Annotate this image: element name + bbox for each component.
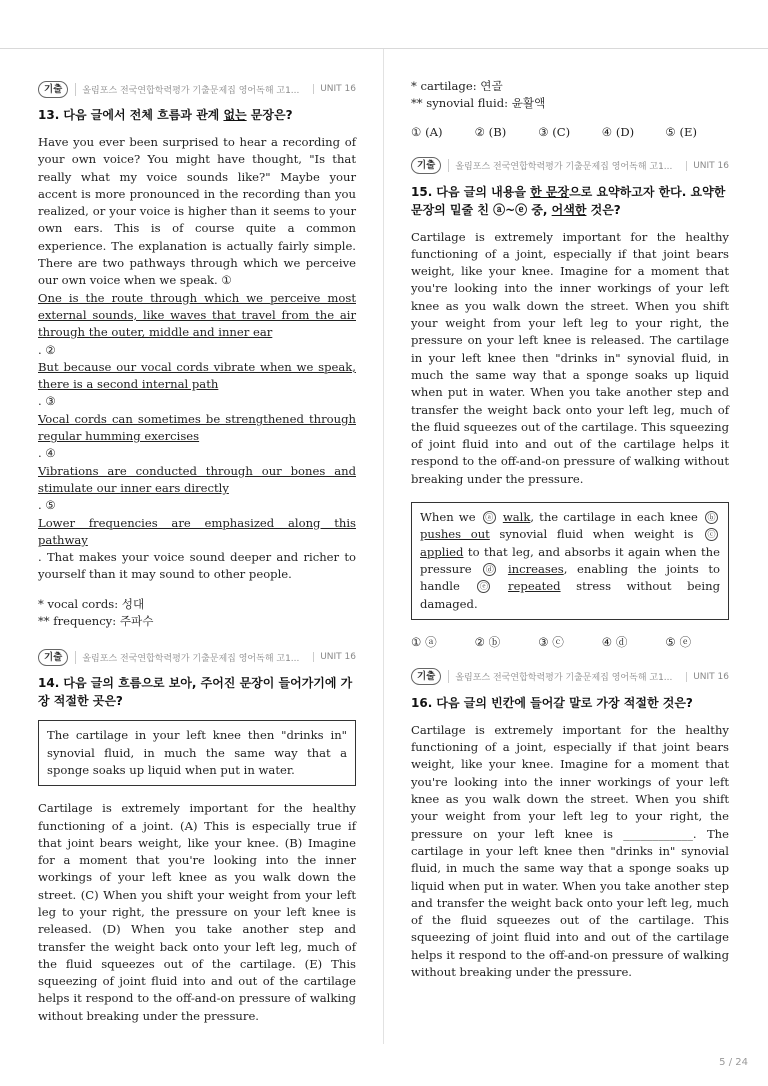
choice-2[interactable]: ② (B) (474, 124, 507, 139)
source-text: 올림포스 전국연합학력평가 기출문제집 영어독해 고1... (75, 651, 307, 664)
passage: Have you ever been surprised to hear a recording of your own voice? You might have thought, "Is that really what my voice sounds like?" Maybe your accent is more pronounced in the recording than you realized, or your voice is higher than it seems to your own ears. This is of course quite a common experience. The explanation is actually fairly simple. There are two pathways through which we perceive our own voice when we speak. ① One is the route through which we perceive most external sounds, like waves that travel from the air through the outer, middle and inner ear . ② But because our vocal cords vibrate when we speak, there is a second internal path . ③ Vocal cords can sometimes be strengthened through regular humming exercises . ④ Vibrations are conducted through our bones and stimulate our inner ears directly . ⑤ Lower frequencies are emphasized along this pathway . That makes your voice sound deeper and richer to yourself than it may sound to other people. (38, 135, 356, 582)
question-title: 15. 다음 글의 내용을 한 문장으로 요약하고자 한다. 요약한 문장의 밑줄 친 ⓐ~ⓔ 중, 어색한 것은? (411, 184, 726, 217)
sentence-4: Vibrations are conducted through our bones and stimulate our inner ears directly (38, 463, 356, 495)
badge: 기출 (38, 81, 68, 98)
choice-1[interactable]: ① (A) (411, 124, 443, 139)
page-number: 5 / 24 (719, 1057, 748, 1068)
question-title: 13. 다음 글에서 전체 흐름과 관계 없는 문장은? (38, 108, 293, 122)
sentence-2: But because our vocal cords vibrate when we speak, there is a second internal path (38, 359, 356, 392)
choice-4[interactable]: ④ (D) (601, 124, 635, 139)
source-bar (411, 666, 729, 688)
left-column (38, 78, 356, 1025)
unit-label: UNIT 16 (686, 672, 729, 682)
badge: 기출 (411, 157, 441, 174)
summary-box: When we ⓐ walk, the cartilage in each knee ⓑ pushes out synovial fluid when weight is ⓒ applied to that leg, and absorbs it again when the pressure ⓓ increases, enabling the joints to handle ⓔ repeated stress without being damaged. (411, 502, 729, 620)
answer-choices (411, 125, 729, 139)
answer-choices (411, 634, 729, 650)
question-title: 16. 다음 글의 빈칸에 들어갈 말로 가장 적절한 것은? (411, 695, 693, 710)
unit-label: UNIT 16 (313, 84, 356, 94)
choice-4[interactable]: ④ ⓓ (601, 634, 628, 649)
question-13 (38, 78, 356, 630)
column-divider (383, 49, 384, 1044)
unit-label: UNIT 16 (313, 652, 356, 662)
choice-5[interactable]: ⑤ ⓔ (665, 634, 692, 649)
choice-3[interactable]: ③ ⓒ (538, 634, 564, 649)
right-column (411, 78, 729, 981)
sentence-3: Vocal cords can sometimes be strengthened through regular humming exercises (38, 411, 356, 444)
passage: Cartilage is extremely important for the healthy functioning of a joint. (A) This is especially true if that joint bears weight, like your knee. (B) Imagine for a moment that you're looking into the inner workings of your left knee as you walk down the street. (C) When you shift your weight from your left leg to your right, the pressure on your left knee is released. (D) When you take another step and transfer the weight back onto your left leg, much of the fluid squeezes out of the cartilage. (E) This squeezing of joint fluid into and out of the cartilage helps it respond to the off-and-on pressure of walking without breaking under the pressure. (38, 801, 356, 1023)
source-text: 올림포스 전국연합학력평가 기출문제집 영어독해 고1... (75, 83, 307, 96)
footnotes: * vocal cords: 성대 ** frequency: 주파수 (38, 596, 154, 629)
sentence-1: One is the route through which we perceive most external sounds, like waves that travel from the air through the outer, middle and inner ear (38, 290, 356, 340)
choice-3[interactable]: ③ (C) (538, 124, 571, 139)
badge: 기출 (411, 668, 441, 685)
sentence-5: Lower frequencies are emphasized along this pathway (38, 515, 356, 547)
question-16 (411, 666, 729, 981)
source-text: 올림포스 전국연합학력평가 기출문제집 영어독해 고1... (448, 159, 680, 172)
question-15 (411, 155, 729, 650)
source-bar (38, 646, 356, 668)
passage: Cartilage is extremely important for the healthy functioning of a joint, especially if that joint bears weight, like your knee. Imagine for a moment that you're looking into the inner workings of your left knee as you walk down the street. When you shift your weight from your left leg to your right, the pressure on your left knee is ____________. The cartilage in your left knee then "drinks in" synovial fluid, in much the same way that a sponge soaks up liquid when put in water. When you take another step and transfer the weight back onto your left leg, much of the fluid squeezes out of the cartilage. This squeezing of joint fluid into and out of the cartilage helps it respond to the off-and-on pressure of walking without breaking under the pressure. (411, 722, 729, 979)
choice-1[interactable]: ① ⓐ (411, 634, 437, 649)
passage: Cartilage is extremely important for the healthy functioning of a joint, especially if that joint bears weight, like your knee. Imagine for a moment that you're looking into the inner workings of your left knee as you walk down the street. When you shift your weight from your left leg to your right, the pressure on your left knee is released. The cartilage in your left knee then "drinks in" synovial fluid, in much the same way that a sponge soaks up liquid when put in water. When you take another step and transfer the weight back onto your left leg, much of the fluid squeezes out of the cartilage. This squeezing of joint fluid into and out of the cartilage helps it respond to the off-and-on pressure of walking without breaking under the pressure. (411, 229, 729, 486)
source-text: 올림포스 전국연합학력평가 기출문제집 영어독해 고1... (448, 670, 680, 683)
unit-label: UNIT 16 (686, 161, 729, 171)
badge: 기출 (38, 649, 68, 666)
question-title: 14. 다음 글의 흐름으로 보아, 주어진 문장이 들어가기에 가장 적절한 곳은? (38, 676, 353, 709)
choice-2[interactable]: ② ⓑ (474, 634, 501, 649)
given-sentence-box: The cartilage in your left knee then "drinks in" synovial fluid, in much the same way that a sponge soaks up liquid when put in water. (38, 720, 356, 786)
choice-5[interactable]: ⑤ (E) (665, 124, 697, 139)
header-divider (0, 48, 768, 49)
source-bar (411, 155, 729, 177)
footnotes: * cartilage: 연골 ** synovial fluid: 윤활액 (411, 79, 546, 111)
source-bar (38, 78, 356, 100)
question-14 (38, 646, 356, 1025)
question-14-continued (411, 78, 729, 139)
